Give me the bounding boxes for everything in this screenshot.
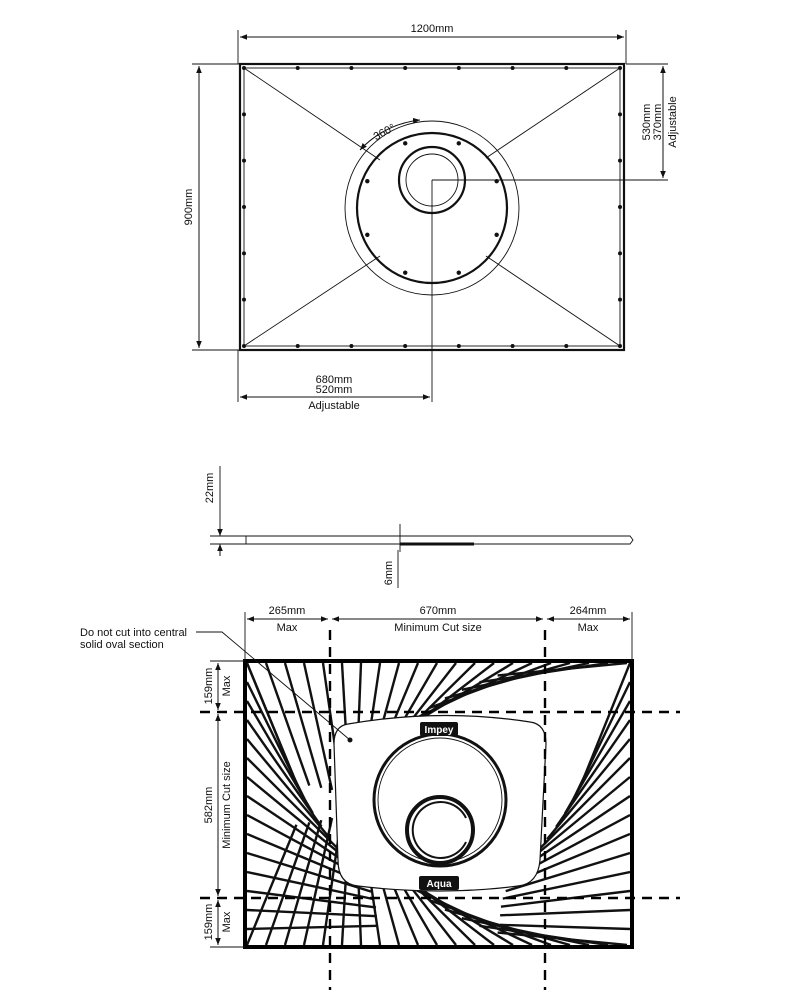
fixing-dot — [242, 205, 246, 209]
fixing-dot — [618, 112, 622, 116]
recess-label: 6mm — [383, 560, 395, 586]
lattice-strut — [500, 925, 630, 929]
fixing-dot — [618, 298, 622, 302]
lattice-strut — [556, 720, 630, 827]
top-max-dim: 159mm — [203, 667, 215, 705]
lattice-strut — [304, 663, 332, 790]
lattice-strut — [565, 701, 630, 814]
fixing-dot — [242, 112, 246, 116]
fixing-dot — [403, 344, 407, 348]
side-view — [204, 466, 633, 588]
outlet-left-min: 520mm — [315, 384, 353, 396]
outlet-right-max: 530mm — [641, 103, 653, 141]
lattice-strut — [500, 910, 630, 915]
fixing-dot — [457, 344, 461, 348]
bottom-max-sub: Max — [221, 911, 233, 933]
right-max-sub: Max — [577, 622, 599, 634]
brand-logo-top-text: Impey — [424, 725, 454, 736]
center-min-sub: Minimum Cut size — [394, 622, 482, 634]
outlet-right-note: Adjustable — [667, 96, 679, 148]
fixing-dot — [618, 159, 622, 163]
fixing-dot — [457, 66, 461, 70]
fixing-dot — [618, 251, 622, 255]
outlet-left-note: Adjustable — [308, 400, 360, 412]
brand-logo-bottom-text: Aqua — [426, 879, 452, 890]
cut-view — [80, 605, 680, 990]
fixing-dot — [403, 66, 407, 70]
plate-dot — [365, 179, 369, 183]
fixing-dot — [564, 66, 568, 70]
height-label: 900mm — [183, 188, 195, 226]
lattice-strut — [247, 701, 313, 813]
fixing-dot — [564, 344, 568, 348]
fixing-dot — [242, 298, 246, 302]
middle-min-sub: Minimum Cut size — [221, 761, 233, 849]
bottom-max-dim: 159mm — [203, 903, 215, 941]
fixing-dot — [511, 344, 515, 348]
thickness-label: 22mm — [204, 472, 216, 504]
fixing-dot — [349, 66, 353, 70]
plate-dot — [494, 233, 498, 237]
fixing-dot — [618, 205, 622, 209]
fixing-dot — [349, 344, 353, 348]
top-max-sub: Max — [221, 675, 233, 697]
center-min-dim: 670mm — [419, 605, 457, 617]
left-max-sub: Max — [276, 622, 298, 634]
plate-dot — [403, 270, 407, 274]
plan-view — [183, 23, 679, 412]
middle-min-dim: 582mm — [203, 786, 215, 824]
lattice-strut — [573, 682, 630, 799]
rotation-label: 360° — [371, 121, 398, 144]
lattice-strut — [247, 720, 322, 827]
outlet-right-min: 370mm — [652, 103, 664, 141]
fixing-dot — [511, 66, 515, 70]
width-label: 1200mm — [410, 23, 454, 35]
cut-note-line2: solid oval section — [80, 639, 164, 651]
plate-dot — [403, 141, 407, 145]
plate-dot — [457, 141, 461, 145]
left-max-dim: 265mm — [268, 605, 306, 617]
right-max-dim: 264mm — [569, 605, 607, 617]
fixing-dot — [242, 251, 246, 255]
outlet-left-max: 680mm — [315, 374, 353, 386]
fixing-dot — [242, 159, 246, 163]
plate-dot — [457, 270, 461, 274]
fixing-dot — [296, 344, 300, 348]
fixing-dot — [296, 66, 300, 70]
cut-note-line1: Do not cut into central — [80, 627, 188, 639]
plate-dot — [365, 233, 369, 237]
lattice-strut — [247, 926, 377, 929]
